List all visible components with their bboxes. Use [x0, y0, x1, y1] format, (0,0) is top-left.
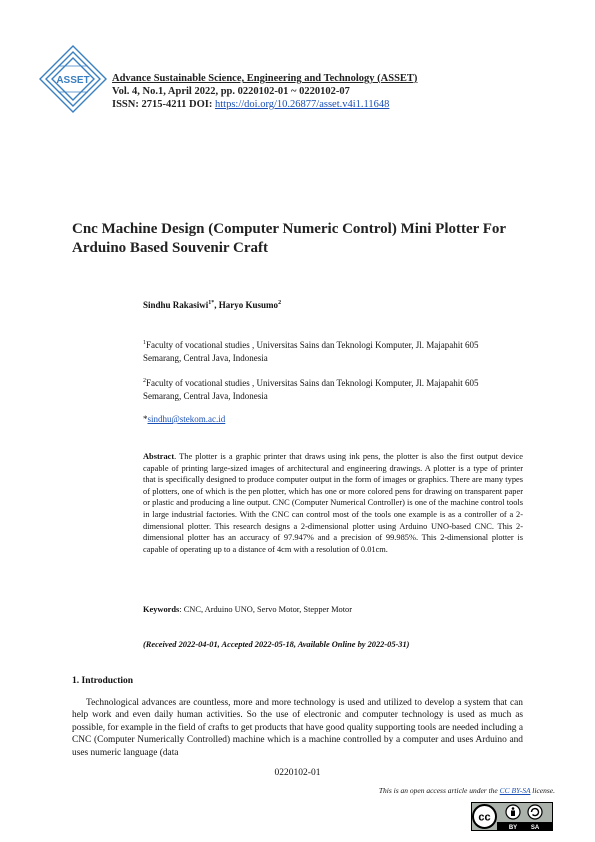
journal-name: Advance Sustainable Science, Engineering and Technology (ASSET) [112, 73, 418, 84]
logo-text: ASSET [56, 75, 90, 86]
affiliation-2 [143, 375, 503, 403]
doi-link[interactable]: https://doi.org/10.26877/asset.v4i1.11648 [214, 99, 390, 110]
creative-commons-icon [473, 805, 496, 828]
intro-paragraph: Technological advances are countless, more and more technology is used and utilized to develop a system that can help work and even daily human activities. So the use of electronic and computer technology is used as much as possible, for example in the field of crafts to get products that have good quality supporting tools are needed including a CNC (Computer Numerically Controlled) machine which is a machine controlled by a computer and uses Arduino and uses numeric language (data [72, 698, 523, 758]
license-suffix: license. [530, 786, 555, 795]
badge-by-text: BY [508, 825, 518, 831]
attribution-icon [506, 805, 520, 819]
author-1: Sindhu Rakasiwi [143, 300, 209, 310]
page-number: 0220102-01 [274, 768, 321, 778]
share-alike-icon [528, 805, 542, 819]
abstract [143, 451, 523, 555]
svg-text:cc: cc [478, 811, 491, 824]
issn-line [112, 98, 417, 111]
author-1-sup: 1* [208, 300, 215, 306]
license-notice [379, 786, 555, 795]
keywords-text: : CNC, Arduino UNO, Servo Motor, Stepper Motor [179, 605, 353, 614]
section-heading: 1. Introduction [72, 676, 134, 686]
affiliation-2-text: Faculty of vocational studies , Universitas Sains dan Teknologi Komputer, Jl. Majapahit 605 Semarang, Central Java, Indonesia [143, 378, 479, 401]
journal-header [112, 72, 417, 111]
received-dates: (Received 2022-04-01, Accepted 2022-05-18, Available Online by 2022-05-31) [143, 640, 410, 649]
keywords-label: Keywords [143, 605, 180, 614]
volume-line: Vol. 4, No.1, April 2022, pp. 0220102-01 ~ 0220102-07 [112, 86, 350, 97]
affiliation-2-sup: 2 [143, 378, 146, 384]
abstract-text: . The plotter is a graphic printer that draws using ink pens, the plotter is also the first output device capable of printing large-sized images of architectural and engineering drawings. A plotter is a type of printer that is specifically designed to produce computer output in the form of images or graphics. There are many types of plotters, one of which is the pen plotter, which has one or more colored pens for drawing on transparent paper or plastic and producing a line output. CNC (Computer Numerical Controller) is one of the machine control tools in large industrial factories. With the CNC can control most of the tools one example is as a controller of a 2-dimensional plotter. This research designs a 2-dimensional plotter using Arduino UNO-based CNC. This 2-dimensional plotter has an accuracy of 97.947% and a precision of 99.985%. This 2-dimensional plotter is capable of operating up to a distance of 4cm with a resolution of 0.01cm. [143, 452, 523, 554]
email-star: * [143, 414, 148, 424]
paper-title: Cnc Machine Design (Computer Numeric Control) Mini Plotter For Arduino Based Souvenir Craft [72, 221, 506, 256]
cc-by-sa-badge[interactable] [471, 802, 553, 831]
affiliation-1-text: Faculty of vocational studies , Universitas Sains dan Teknologi Komputer, Jl. Majapahit 605 Semarang, Central Java, Indonesia [143, 340, 479, 363]
corresponding-email [143, 414, 225, 424]
badge-sa-text: SA [530, 825, 540, 831]
license-link[interactable]: CC BY-SA [499, 786, 531, 795]
author-2: , Haryo Kusumo [214, 300, 279, 310]
affiliation-1-sup: 1 [143, 340, 146, 346]
author-line [143, 300, 281, 310]
abstract-label: Abstract [143, 452, 175, 461]
author-2-sup: 2 [278, 300, 282, 306]
keywords [143, 605, 352, 614]
email-link[interactable]: sindhu@stekom.ac.id [147, 414, 226, 424]
journal-logo [38, 44, 108, 114]
license-prefix: This is an open access article under the [378, 786, 500, 795]
issn-label: ISSN: 2715-4211 DOI: [112, 99, 215, 110]
affiliation-1 [143, 337, 503, 365]
